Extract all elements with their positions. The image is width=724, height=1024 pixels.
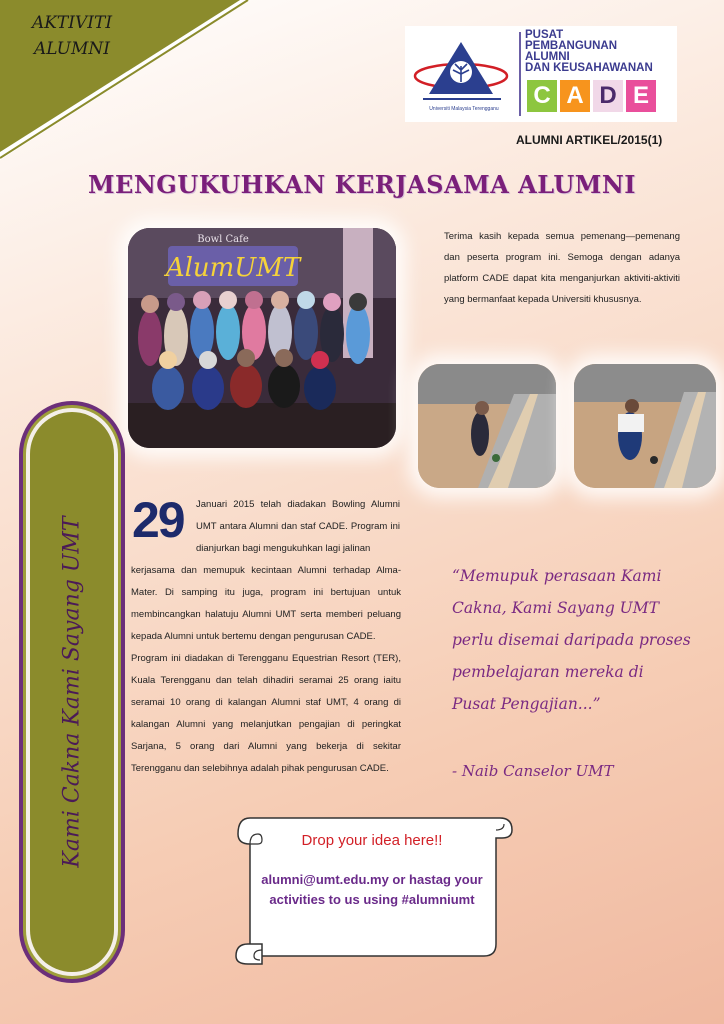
article-lead: Januari 2015 telah diadakan Bowling Alumni UMT antara Alumni dan staf CADE. Program ini dianjurkan bagi mengukuhkan lagi jalinan xyxy=(196,499,400,554)
logo-name-line: PUSAT xyxy=(525,29,564,41)
quote-attribution: - Naib Canselor UMT xyxy=(452,762,614,780)
bowling-photo-2-image xyxy=(574,364,716,488)
logo-divider xyxy=(519,32,521,116)
logo-name-line: DAN KEUSAHAWANAN xyxy=(525,62,653,74)
slogan-text: Kami Cakna Kami Sayang UMT xyxy=(59,516,85,868)
cade-wordmark xyxy=(527,80,656,112)
group-photo xyxy=(128,228,396,448)
callout-body: alumni@umt.edu.my or hastag your activities to us using #alumniumt xyxy=(261,872,483,907)
article-code: ALUMNI ARTIKEL/2015(1) xyxy=(516,133,663,147)
article-paragraph: Program ini diadakan di Terengganu Equestrian Resort (TER), Kuala Terengganu dan telah dihadiri seramai 25 orang iaitu seramai 10 orang di kalangan Alumni staf UMT, 4 orang di kalangan Alumni yang melanjutkan pengajian di peringkat Sarjana, 5 orang dari Alumni yang bekerja di sekitar Terengganu dan selebihnya adalah pihak pengurusan CADE. xyxy=(131,653,401,774)
cade-letter: D xyxy=(593,80,623,112)
umt-emblem-icon xyxy=(413,36,513,116)
article-paragraph: kerjasama dan memupuk kecintaan Alumni terhadap Alma-Mater. Di samping itu juga, program ini bertujuan untuk membincangkan halatuju Alumni UMT serta memberi peluang kepada Alumni untuk bertemu dengan pengurusan CADE. xyxy=(131,565,401,642)
callout-title: Drop your idea here!! xyxy=(301,832,443,849)
section-label-line1: AKTIVITI xyxy=(31,13,113,33)
banner-caption: Bowl Cafe xyxy=(197,234,249,245)
emblem-caption: Universiti Malaysia Terengganu xyxy=(429,106,499,112)
intro-paragraph: Terima kasih kepada semua pemenang—pemenang dan peserta program ini. Semoga dengan adanya platform CADE dapat kita menganjurkan aktiviti-aktiviti yang bermanfaat kepada Universiti khususnya. xyxy=(444,231,680,305)
bowling-photo-2 xyxy=(574,364,716,488)
cade-letter: C xyxy=(527,80,557,112)
bowling-photo-1 xyxy=(418,364,556,488)
cade-logo xyxy=(405,26,677,122)
section-label xyxy=(12,10,132,62)
group-photo-image xyxy=(128,228,396,448)
logo-name xyxy=(525,30,675,74)
svg-text:AlumUMT: AlumUMT xyxy=(165,253,301,283)
logo-name-line: ALUMNI xyxy=(525,51,570,63)
logo-name-line: PEMBANGUNAN xyxy=(525,40,617,52)
bowling-photo-1-image xyxy=(418,364,556,488)
page-title: MENGUKUHKAN KERJASAMA ALUMNI xyxy=(87,170,637,199)
article-body xyxy=(131,560,401,780)
cade-letter: A xyxy=(560,80,590,112)
cade-letter: E xyxy=(626,80,656,112)
dropcap-date: 29 xyxy=(132,492,184,548)
section-label-line2: ALUMNI xyxy=(34,39,110,59)
pull-quote: “Memupuk perasaan Kami Cakna, Kami Sayang UMT perlu disemai daripada proses pembelajaran mereka di Pusat Pengajian...” xyxy=(452,567,691,713)
